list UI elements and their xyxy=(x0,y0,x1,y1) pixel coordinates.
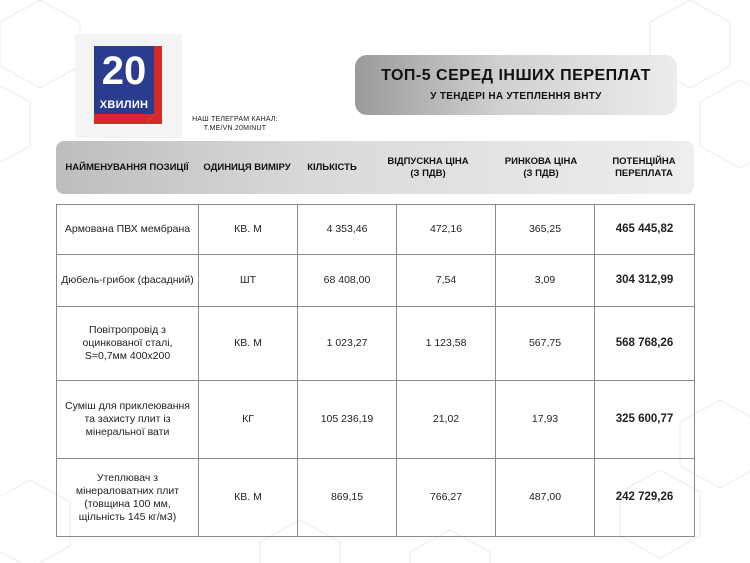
cell-name: Армована ПВХ мембрана xyxy=(57,205,199,255)
header-quantity: КІЛЬКІСТЬ xyxy=(307,161,357,173)
cell-name: Утеплювач з мінераловатних плит (товщина 100 мм, щільність 145 кг/м3) xyxy=(57,459,199,537)
cell-quantity: 105 236,19 xyxy=(298,381,397,459)
table-row xyxy=(57,381,695,459)
cell-quantity: 1 023,27 xyxy=(298,307,397,381)
cell-market-price: 487,00 xyxy=(496,459,595,537)
table-row xyxy=(57,459,695,537)
logo-word: ХВИЛИН xyxy=(99,99,149,111)
cell-overpayment: 568 768,26 xyxy=(595,307,695,381)
cell-sale-price: 1 123,58 xyxy=(397,307,496,381)
cell-unit: ШТ xyxy=(199,255,298,307)
logo xyxy=(94,46,162,124)
cell-sale-price: 7,54 xyxy=(397,255,496,307)
telegram-channel xyxy=(180,115,290,133)
cell-name: Суміш для приклеювання та захисту плит із мінеральної вати xyxy=(57,381,199,459)
page-title: ТОП-5 СЕРЕД ІНШИХ ПЕРЕПЛАТ xyxy=(381,67,651,84)
table-row xyxy=(57,255,695,307)
page-subtitle: У ТЕНДЕРІ НА УТЕПЛЕННЯ ВНТУ xyxy=(430,91,602,102)
cell-quantity: 869,15 xyxy=(298,459,397,537)
cell-name: Дюбель-грибок (фасадний) xyxy=(57,255,199,307)
cell-sale-price: 766,27 xyxy=(397,459,496,537)
cell-unit: КВ. М xyxy=(199,459,298,537)
logo-number: 20 xyxy=(101,49,147,93)
cell-market-price: 567,75 xyxy=(496,307,595,381)
cell-quantity: 4 353,46 xyxy=(298,205,397,255)
cell-overpayment: 465 445,82 xyxy=(595,205,695,255)
overpayment-table xyxy=(56,204,695,537)
telegram-link[interactable]: T.ME/VN.20MINUT xyxy=(203,125,267,132)
table-row xyxy=(57,307,695,381)
telegram-label: НАШ ТЕЛЕГРАМ КАНАЛ: xyxy=(192,116,278,123)
cell-market-price: 17,93 xyxy=(496,381,595,459)
cell-unit: КВ. М xyxy=(199,307,298,381)
cell-sale-price: 21,02 xyxy=(397,381,496,459)
cell-unit: КГ xyxy=(199,381,298,459)
cell-market-price: 3,09 xyxy=(496,255,595,307)
header-unit: ОДИНИЦЯ ВИМІРУ xyxy=(203,161,291,173)
cell-unit: КВ. М xyxy=(199,205,298,255)
cell-quantity: 68 408,00 xyxy=(298,255,397,307)
header-sale-price: ВІДПУСКНА ЦІНА (З ПДВ) xyxy=(387,155,469,179)
cell-name: Повітропровід з оцинкованої сталі, S=0,7мм 400х200 xyxy=(57,307,199,381)
header-overpayment: ПОТЕНЦІЙНА ПЕРЕПЛАТА xyxy=(612,155,676,179)
header-name: НАЙМЕНУВАННЯ ПОЗИЦІЇ xyxy=(65,161,189,173)
cell-overpayment: 304 312,99 xyxy=(595,255,695,307)
cell-overpayment: 325 600,77 xyxy=(595,381,695,459)
table-row xyxy=(57,205,695,255)
table-header xyxy=(56,141,694,194)
title-box xyxy=(355,55,677,115)
header-market-price: РИНКОВА ЦІНА (З ПДВ) xyxy=(504,155,578,179)
cell-sale-price: 472,16 xyxy=(397,205,496,255)
cell-market-price: 365,25 xyxy=(496,205,595,255)
cell-overpayment: 242 729,26 xyxy=(595,459,695,537)
